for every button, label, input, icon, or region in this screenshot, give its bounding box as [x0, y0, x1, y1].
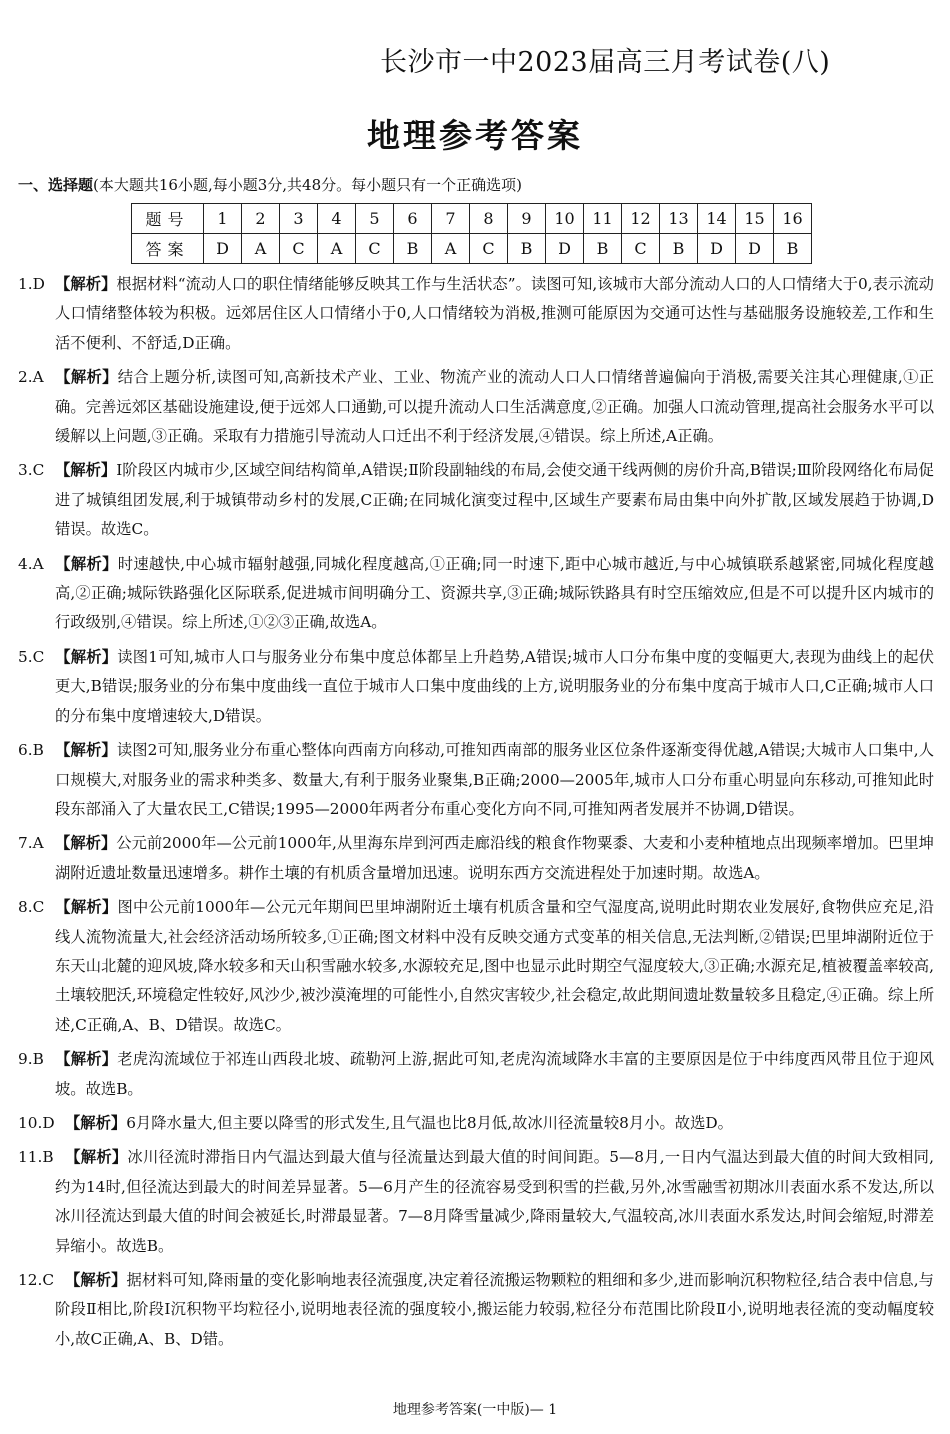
analysis-tag: 【解析】 [55, 1050, 118, 1069]
item-text: 读图2可知,服务业分布重心整体向西南方向移动,可推知西南部的服务业区位条件逐渐变得优越,A错误;大城市人口集中,人口规模大,对服务业的需求种类多、数量大,有利于服务业聚集,B正确;2000—2005年,城市人口分布重心明显向东移动,可推知此时段东部涌入了大量农民工,C错误;1995—2000年两者分布重心变化方向不同,可推知两者发展并不协调,D错误。 [55, 741, 934, 818]
question-number-cell: 5 [356, 204, 394, 234]
answer-cell: D [736, 234, 774, 264]
question-number-cell: 14 [698, 204, 736, 234]
item-number: 6.B [18, 741, 44, 760]
question-number-cell: 11 [584, 204, 622, 234]
item-text: 老虎沟流域位于祁连山西段北坡、疏勒河上游,据此可知,老虎沟流域降水丰富的主要原因是位于中纬度西风带且位于迎风坡。故选B。 [55, 1050, 934, 1098]
analysis-tag: 【解析】 [55, 461, 117, 480]
school-exam-title: 长沙市一中2023届高三月考试卷(八) [380, 47, 831, 78]
question-number-cell: 10 [546, 204, 584, 234]
answer-cell: B [660, 234, 698, 264]
item-text: 根据材料“流动人口的职住情绪能够反映其工作与生活状态”。读图可知,该城市大部分流动人口的人口情绪大于0,表示流动人口情绪整体较为积极。远郊居住区人口情绪小于0,人口情绪较为消极,推测可能原因为交通可达性与基础服务设施较差,工作和生活不便利、不舒适,D正确。 [55, 275, 934, 352]
explanation-item [18, 893, 934, 1040]
row-label-answer: 答案 [132, 234, 204, 264]
analysis-tag: 【解析】 [55, 834, 117, 853]
explanation-item [18, 270, 934, 358]
page-title: 地理参考答案 [367, 116, 583, 155]
answer-cell: A [318, 234, 356, 264]
analysis-tag: 【解析】 [55, 647, 118, 666]
answer-cell: D [698, 234, 736, 264]
section-heading [18, 174, 522, 195]
analysis-tag: 【解析】 [65, 1148, 128, 1167]
item-number: 10.D [18, 1113, 55, 1132]
item-number: 11.B [18, 1148, 54, 1167]
item-number: 3.C [18, 461, 45, 480]
explanation-item [18, 829, 934, 888]
answer-cell: C [622, 234, 660, 264]
question-number-cell: 7 [432, 204, 470, 234]
question-number-cell: 16 [774, 204, 812, 234]
item-number: 5.C [18, 647, 45, 666]
explanation-item [18, 643, 934, 731]
answer-table [131, 203, 812, 264]
answer-table-number-row [132, 204, 812, 234]
item-number: 9.B [18, 1050, 44, 1069]
analysis-tag: 【解析】 [55, 368, 118, 387]
analysis-tag: 【解析】 [65, 1271, 127, 1289]
question-number-cell: 6 [394, 204, 432, 234]
explanation-item [18, 1045, 934, 1104]
item-text: 时速越快,中心城市辐射越强,同城化程度越高,①正确;同一时速下,距中心城市越近,与中心城镇联系越紧密,同城化程度越高,②正确;城际铁路强化区际联系,促进城市间明确分工、资源共享,③正确;城际铁路具有时空压缩效应,但是不可以提升区内城市的行政级别,④错误。综上所述,①②③正确,故选A。 [55, 554, 934, 632]
question-number-cell: 12 [622, 204, 660, 234]
analysis-tag: 【解析】 [55, 554, 118, 573]
answer-cell: B [508, 234, 546, 264]
explanation-item [18, 1109, 934, 1138]
answer-cell: C [280, 234, 318, 264]
item-number: 2.A [18, 368, 44, 387]
answer-table-answer-row [132, 234, 812, 264]
question-number-cell: 2 [242, 204, 280, 234]
analysis-tag: 【解析】 [55, 275, 117, 293]
item-text: 图中公元前1000年—公元元年期间巴里坤湖附近土壤有机质含量和空气湿度高,说明此时期农业发展好,食物供应充足,沿线人流物流量大,社会经济活动场所较多,①正确;图文材料中没有反映交通方式变革的相关信息,无法判断,②错误;巴里坤湖附近位于东天山北麓的迎风坡,降水较多和天山积雪融水较多,水源较充足,图中也显示此时期空气湿度较大,③正确;水源充足,植被覆盖率较高,土壤较肥沃,环境稳定性较好,风沙少,被沙漠淹埋的可能性小,自然灾害较少,社会稳定,故此期间遗址数量较多且稳定,④正确。综上所述,C正确,A、B、D错误。故选C。 [55, 898, 934, 1034]
question-number-cell: 9 [508, 204, 546, 234]
item-text: 6月降水量大,但主要以降雪的形式发生,且气温也比8月低,故冰川径流量较8月小。故选D。 [126, 1113, 733, 1132]
question-number-cell: 3 [280, 204, 318, 234]
item-text: 结合上题分析,读图可知,高新技术产业、工业、物流产业的流动人口人口情绪普遍偏向于消极,需要关注其心理健康,①正确。完善远郊区基础设施建设,便于远郊人口通勤,可以提升流动人口生活满意度,②正确。加强人口流动管理,提高社会服务水平可以缓解以上问题,③正确。采取有力措施引导流动人口迁出不利于经济发展,④错误。综上所述,A正确。 [55, 368, 935, 446]
item-number: 8.C [18, 898, 45, 917]
item-number: 7.A [18, 834, 44, 853]
answer-cell: B [774, 234, 812, 264]
question-number-cell: 4 [318, 204, 356, 234]
answer-cell: C [356, 234, 394, 264]
answer-cell: D [546, 234, 584, 264]
explanation-item [18, 550, 934, 638]
row-label-number: 题号 [132, 204, 204, 234]
item-text: 公元前2000年—公元前1000年,从里海东岸到河西走廊沿线的粮食作物粟黍、大麦和小麦种植地点出现频率增加。巴里坤湖附近遗址数量迅速增多。耕作土壤的有机质含量增加迅速。说明东西方交流进程处于加速时期。故选A。 [55, 834, 934, 882]
answer-cell: A [432, 234, 470, 264]
item-number: 1.D [18, 275, 45, 293]
question-number-cell: 13 [660, 204, 698, 234]
section-label: 一、选择题 [18, 176, 94, 194]
answer-cell: C [470, 234, 508, 264]
answer-cell: B [394, 234, 432, 264]
answer-cell: A [242, 234, 280, 264]
explanation-item [18, 456, 934, 544]
explanation-item [18, 1143, 934, 1261]
item-text: 据材料可知,降雨量的变化影响地表径流强度,决定着径流搬运物颗粒的粗细和多少,进而影响沉积物粒径,结合表中信息,与阶段Ⅱ相比,阶段Ⅰ沉积物平均粒径小,说明地表径流的强度较小,搬运能力较弱,粒径分布范围比阶段Ⅱ小,说明地表径流的变动幅度较小,故C正确,A、B、D错。 [55, 1271, 934, 1348]
question-number-cell: 15 [736, 204, 774, 234]
analysis-tag: 【解析】 [55, 741, 117, 760]
question-number-cell: 8 [470, 204, 508, 234]
analysis-tag: 【解析】 [55, 898, 118, 917]
explanation-item [18, 1266, 934, 1354]
item-number: 12.C [18, 1271, 55, 1289]
question-number-cell: 1 [204, 204, 242, 234]
answer-cell: B [584, 234, 622, 264]
analysis-tag: 【解析】 [65, 1113, 127, 1132]
item-number: 4.A [18, 554, 44, 573]
explanation-item [18, 736, 934, 824]
answer-cell: D [204, 234, 242, 264]
page-footer: 地理参考答案(一中版)— 1 [392, 1402, 558, 1418]
item-text: 冰川径流时滞指日内气温达到最大值与径流量达到最大值的时间间距。5—8月,一日内气温达到最大值的时间大致相同,约为14时,但径流达到最大的时间差异显著。5—6月产生的径流容易受到积雪的拦截,另外,冰雪融雪初期冰川表面水系不发达,所以冰川径流达到最大值的时间会被延长,时滞最显著。7—8月降雪量减少,降雨量较大,气温较高,冰川表面水系发达,时间会缩短,时滞差异缩小。故选B。 [55, 1148, 934, 1255]
explanation-item [18, 363, 934, 451]
explanation-list [18, 270, 934, 1359]
item-text: 读图1可知,城市人口与服务业分布集中度总体都呈上升趋势,A错误;城市人口分布集中度的变幅更大,表现为曲线上的起伏更大,B错误;服务业的分布集中度曲线一直位于城市人口集中度曲线的上方,说明服务业的分布集中度高于城市人口,C正确;城市人口的分布集中度增速较大,D错误。 [55, 647, 934, 725]
item-text: Ⅰ阶段区内城市少,区域空间结构简单,A错误;Ⅱ阶段副轴线的布局,会使交通干线两侧的房价升高,B错误;Ⅲ阶段网络化布局促进了城镇组团发展,利于城镇带动乡村的发展,C正确;在同城化演变过程中,区域生产要素布局由集中向外扩散,区域发展趋于协调,D错误。故选C。 [55, 461, 934, 539]
section-note: (本大题共16小题,每小题3分,共48分。每小题只有一个正确选项) [93, 176, 522, 194]
